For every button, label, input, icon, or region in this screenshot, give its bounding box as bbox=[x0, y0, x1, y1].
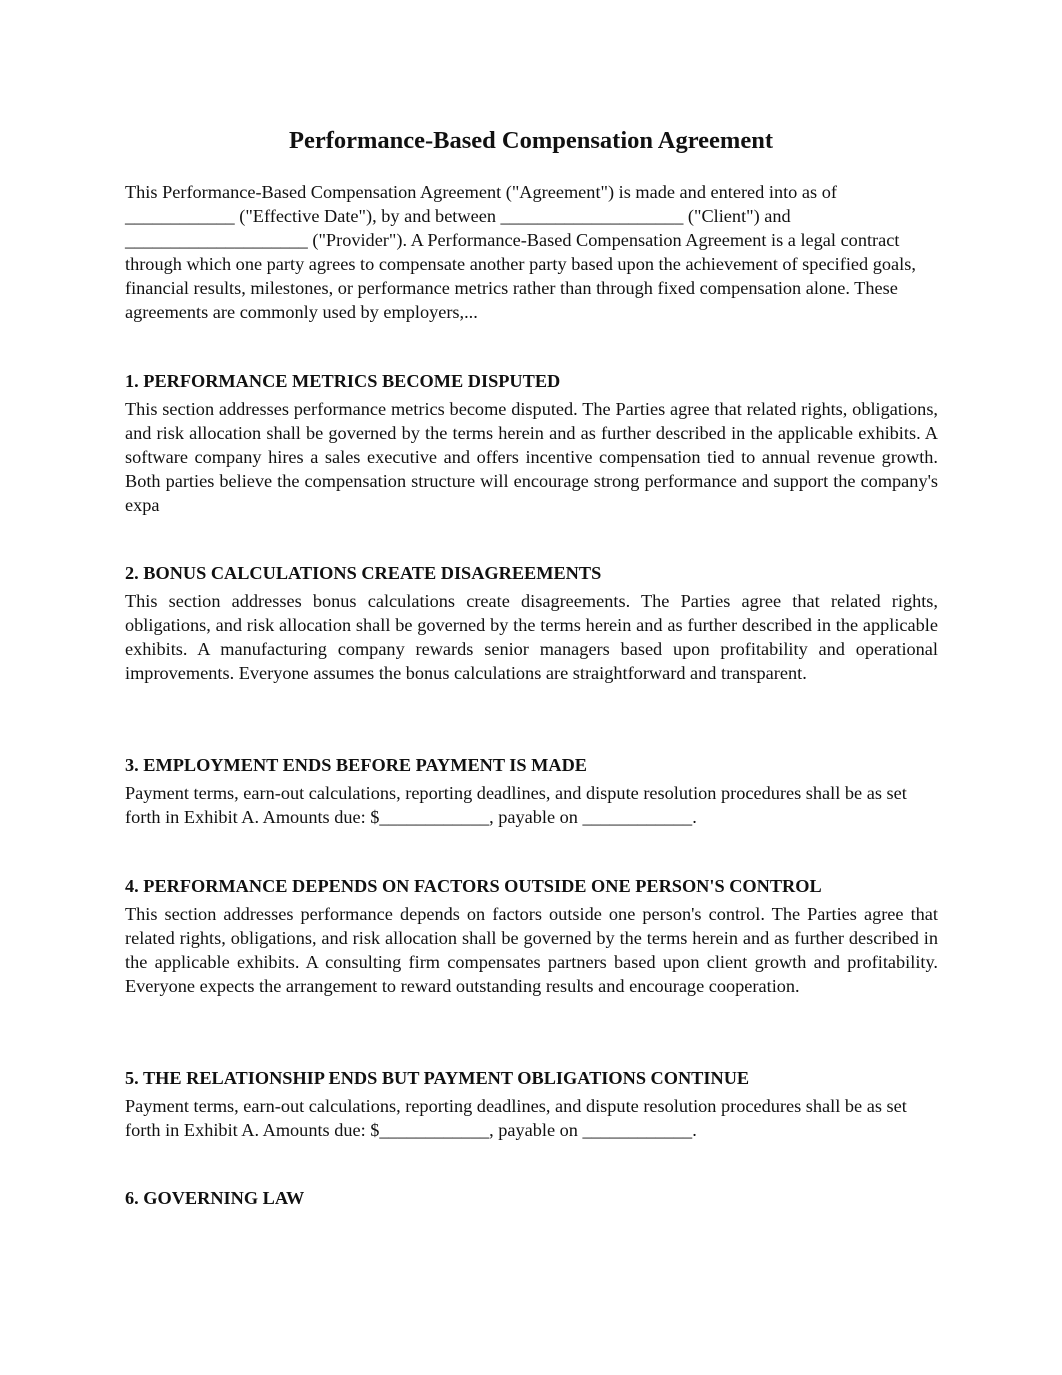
section-2-body: This section addresses bonus calculations create disagreements. The Parties agree that related rights, obligations, and risk allocation shall be governed by the terms herein and as further described in the applicable exhibits. A manufacturing company rewards senior managers based upon profitability and operational improvements. Everyone assumes the bonus calculations are straightforward and transparent. bbox=[125, 591, 938, 683]
section-1-heading: 1. PERFORMANCE METRICS BECOME DISPUTED bbox=[125, 371, 561, 391]
section-4-heading: 4. PERFORMANCE DEPENDS ON FACTORS OUTSIDE ONE PERSON'S CONTROL bbox=[125, 876, 822, 896]
section-5-heading: 5. THE RELATIONSHIP ENDS BUT PAYMENT OBLIGATIONS CONTINUE bbox=[125, 1068, 750, 1088]
section-4-body: This section addresses performance depends on factors outside one person's control. The Parties agree that related rights, obligations, and risk allocation shall be governed by the terms herein and as further described in the applicable exhibits. A consulting firm compensates partners based upon client growth and profitability. Everyone expects the arrangement to reward outstanding results and encourage cooperation. bbox=[125, 904, 938, 996]
section-6-heading: 6. GOVERNING LAW bbox=[125, 1188, 305, 1208]
document-title: Performance-Based Compensation Agreement bbox=[288, 127, 773, 154]
section-3-body: Payment terms, earn-out calculations, reporting deadlines, and dispute resolution procedures shall be as set forth in Exhibit A. Amounts due: $____________, payable on ____________. bbox=[125, 783, 907, 827]
section-1-body: This section addresses performance metrics become disputed. The Parties agree that related rights, obligations, and risk allocation shall be governed by the terms herein and as further described in the applicable exhibits. A software company hires a sales executive and offers incentive compensation tied to annual revenue growth. Both parties believe the compensation structure will encourage strong performance and support the company's expa bbox=[125, 399, 938, 515]
section-5-body: Payment terms, earn-out calculations, reporting deadlines, and dispute resolution procedures shall be as set forth in Exhibit A. Amounts due: $____________, payable on ____________. bbox=[125, 1096, 907, 1140]
section-2-heading: 2. BONUS CALCULATIONS CREATE DISAGREEMENTS bbox=[125, 563, 602, 583]
section-3-heading: 3. EMPLOYMENT ENDS BEFORE PAYMENT IS MADE bbox=[125, 755, 587, 775]
intro-paragraph: This Performance-Based Compensation Agreement ("Agreement") is made and entered into as of ____________ ("Effective Date"), by and between ____________________ ("Client") and ____________________ ("Provider"). A Performance-Based Compensation Agreement is a legal contract through which one party agrees to compensate another party based upon the achievement of specified goals, financial results, milestones, or performance metrics rather than through fixed compensation alone. These agreements are commonly used by employers,... bbox=[125, 182, 916, 322]
